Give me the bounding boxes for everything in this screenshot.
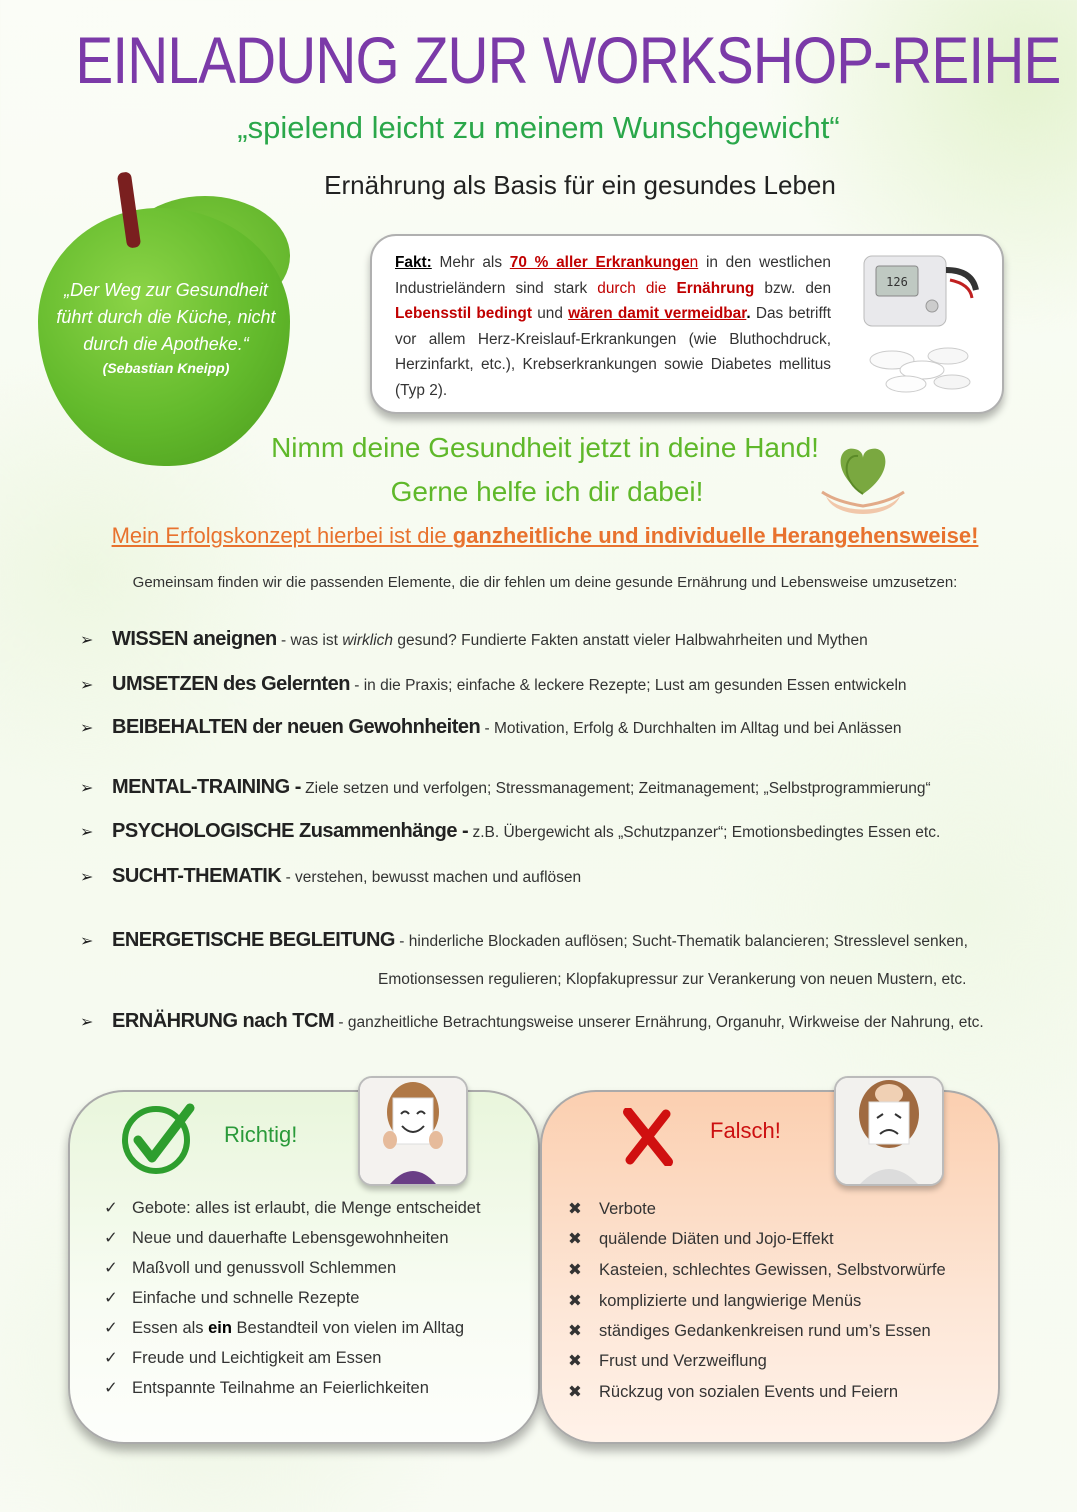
- list-item: [568, 1382, 898, 1402]
- list-item: [104, 1198, 481, 1218]
- check-icon: ✓: [104, 1319, 118, 1337]
- arrow-icon: ➢: [80, 933, 94, 950]
- list-item: [568, 1351, 767, 1371]
- check-icon: ✓: [104, 1289, 118, 1307]
- bullet-desc: - hinderliche Blockaden auflösen; Sucht-Thematik balancieren; Stresslevel senken,: [394, 933, 968, 950]
- list-item: [104, 1348, 381, 1368]
- list-item: [104, 1228, 449, 1248]
- quote-text: „Der Weg zur Gesundheit führt durch die Küche, nicht durch die Apotheke.“: [56, 280, 276, 354]
- bullet-heading: BEIBEHALTEN der neuen Gewohnheiten: [112, 716, 481, 738]
- concept-highlight: ganzheitliche und individuelle Herangehensweise!: [452, 523, 979, 548]
- concept-lead: Mein Erfolgskonzept hierbei ist die: [111, 523, 453, 548]
- arrow-icon: ➢: [80, 677, 94, 694]
- list-item: [568, 1321, 931, 1341]
- bullet-desc: Ziele setzen und verfolgen; Stressmanagement; Zeitmanagement; „Selbstprogrammierung“: [300, 780, 931, 797]
- list-item-text: Bestandteil von vielen im Alltag: [231, 1319, 465, 1337]
- x-mark-icon: ✖: [568, 1322, 582, 1340]
- list-item-text: quälende Diäten und Jojo-Effekt: [599, 1230, 834, 1248]
- arrow-icon: ➢: [80, 632, 94, 649]
- check-icon: ✓: [104, 1199, 118, 1217]
- x-mark-icon: ✖: [568, 1230, 582, 1248]
- list-item-text: Freude und Leichtigkeit am Essen: [132, 1349, 382, 1367]
- list-item-text: Essen als: [132, 1319, 209, 1337]
- fact-part: durch die: [597, 279, 677, 297]
- richtig-label: Richtig!: [224, 1122, 298, 1147]
- list-item-text: Rückzug von sozialen Events und Feiern: [599, 1383, 898, 1401]
- x-mark-icon: ✖: [568, 1261, 582, 1279]
- list-item-text: ständiges Gedankenkreisen rund um’s Essen: [599, 1322, 931, 1340]
- x-mark-icon: ✖: [568, 1383, 582, 1401]
- list-item-emphasis: ein: [208, 1319, 232, 1337]
- arrow-icon: ➢: [80, 1014, 94, 1031]
- x-mark-icon: ✖: [568, 1200, 582, 1218]
- check-icon: ✓: [104, 1229, 118, 1247]
- quote-author: (Sebastian Kneipp): [102, 360, 230, 376]
- list-item-text: Einfache und schnelle Rezepte: [132, 1289, 360, 1307]
- x-mark-icon: ✖: [568, 1352, 582, 1370]
- fact-highlight: wären damit vermeidbar: [568, 305, 747, 322]
- list-item-text: Verbote: [599, 1200, 656, 1218]
- bullet-emphasis: wirklich: [342, 632, 394, 649]
- bullet-desc: - in die Praxis; einfache & leckere Rezepte; Lust am gesunden Essen entwickeln: [349, 677, 907, 694]
- list-item-text: Neue und dauerhafte Lebensgewohnheiten: [132, 1229, 449, 1247]
- bullet-heading: UMSETZEN des Gelernten: [112, 673, 350, 695]
- bullet-heading: MENTAL-TRAINING -: [112, 776, 301, 798]
- bullet-desc: - verstehen, bewusst machen und auflösen: [281, 869, 582, 886]
- bullet-desc: - ganzheitliche Betrachtungsweise unserer Ernährung, Organuhr, Wirkweise der Nahrung, etc.: [334, 1014, 984, 1031]
- richtig-list: [104, 0, 534, 1512]
- list-item: [568, 1229, 834, 1249]
- bullet-heading: WISSEN aneignen: [112, 628, 277, 650]
- check-icon: ✓: [104, 1259, 118, 1277]
- bullet-heading: ERNÄHRUNG nach TCM: [112, 1010, 335, 1032]
- arrow-icon: ➢: [80, 720, 94, 737]
- fact-part: .: [746, 305, 751, 322]
- arrow-icon: ➢: [80, 869, 94, 886]
- intro-text: Gemeinsam finden wir die passenden Elemente, die dir fehlen um deine gesunde Ernährung und Lebensweise umzusetzen:: [132, 574, 958, 591]
- fact-highlight: 70 % aller Erkrankunge: [509, 254, 690, 271]
- list-item-text: Maßvoll und genussvoll Schlemmen: [132, 1259, 397, 1277]
- list-item: [568, 1260, 946, 1280]
- fact-highlight: Lebensstil bedingt: [395, 305, 532, 322]
- tagline: Ernährung als Basis für ein gesundes Leben: [324, 170, 836, 200]
- bullet-heading: PSYCHOLOGISCHE Zusammenhänge -: [112, 820, 469, 842]
- list-item-text: Gebote: alles ist erlaubt, die Menge entscheidet: [132, 1199, 481, 1217]
- falsch-label: Falsch!: [710, 1118, 781, 1143]
- list-item: [568, 1199, 656, 1219]
- bullet-heading: SUCHT-THEMATIK: [112, 865, 282, 887]
- subtitle: „spielend leicht zu meinem Wunschgewicht“: [237, 110, 840, 145]
- falsch-list: [568, 0, 988, 1512]
- bullet-continuation: Emotionsessen regulieren; Klopfakupressur zur Verankerung von neuen Mustern, etc.: [378, 971, 967, 988]
- page-title: EINLADUNG ZUR WORKSHOP-REIHE: [75, 23, 1061, 97]
- bullet-heading: ENERGETISCHE BEGLEITUNG: [112, 929, 395, 951]
- fact-label: Fakt:: [395, 254, 432, 271]
- arrow-icon: ➢: [80, 780, 94, 797]
- fact-part: in den westlichen Industrieländern sind stark: [395, 254, 831, 297]
- list-item-text: Frust und Verzweiflung: [599, 1352, 767, 1370]
- bullet-desc: gesund? Fundierte Fakten anstatt vieler Halbwahrheiten und Mythen: [393, 632, 868, 649]
- list-item: [104, 1318, 464, 1338]
- list-item-text: Entspannte Teilnahme an Feierlichkeiten: [132, 1379, 429, 1397]
- cta-line-2: Gerne helfe ich dir dabei!: [390, 476, 704, 507]
- fact-part: und: [531, 305, 569, 322]
- bullet-desc: z.B. Übergewicht als „Schutzpanzer“; Emotionsbedingtes Essen etc.: [468, 824, 941, 841]
- x-mark-icon: ✖: [568, 1292, 582, 1310]
- fact-part: bzw. den: [754, 279, 832, 297]
- list-item-text: Kasteien, schlechtes Gewissen, Selbstvorwürfe: [599, 1261, 946, 1279]
- arrow-icon: ➢: [80, 824, 94, 841]
- list-item: [104, 1258, 396, 1278]
- bullet-desc: - was ist: [276, 632, 343, 649]
- fact-part: n: [689, 254, 699, 271]
- device-reading: 126: [886, 275, 908, 289]
- fact-part: Das betrifft vor allem Herz-Kreislauf-Erkrankungen (wie Bluthochdruck, Herzinfarkt, etc.), Krebserkrankungen sowie Diabetes mellitus (Typ 2).: [395, 305, 832, 399]
- bullet-desc: - Motivation, Erfolg & Durchhalten im Alltag und bei Anlässen: [480, 720, 902, 737]
- fact-part: Mehr als: [431, 254, 510, 271]
- list-item: [104, 1288, 360, 1308]
- list-item: [104, 1378, 429, 1398]
- check-icon: ✓: [104, 1379, 118, 1397]
- list-item-text: komplizierte und langwierige Menüs: [599, 1292, 862, 1310]
- fact-highlight: Ernährung: [676, 279, 755, 297]
- cta-line-1: Nimm deine Gesundheit jetzt in deine Hand!: [271, 432, 819, 463]
- list-item: [568, 1291, 861, 1311]
- check-icon: ✓: [104, 1349, 118, 1367]
